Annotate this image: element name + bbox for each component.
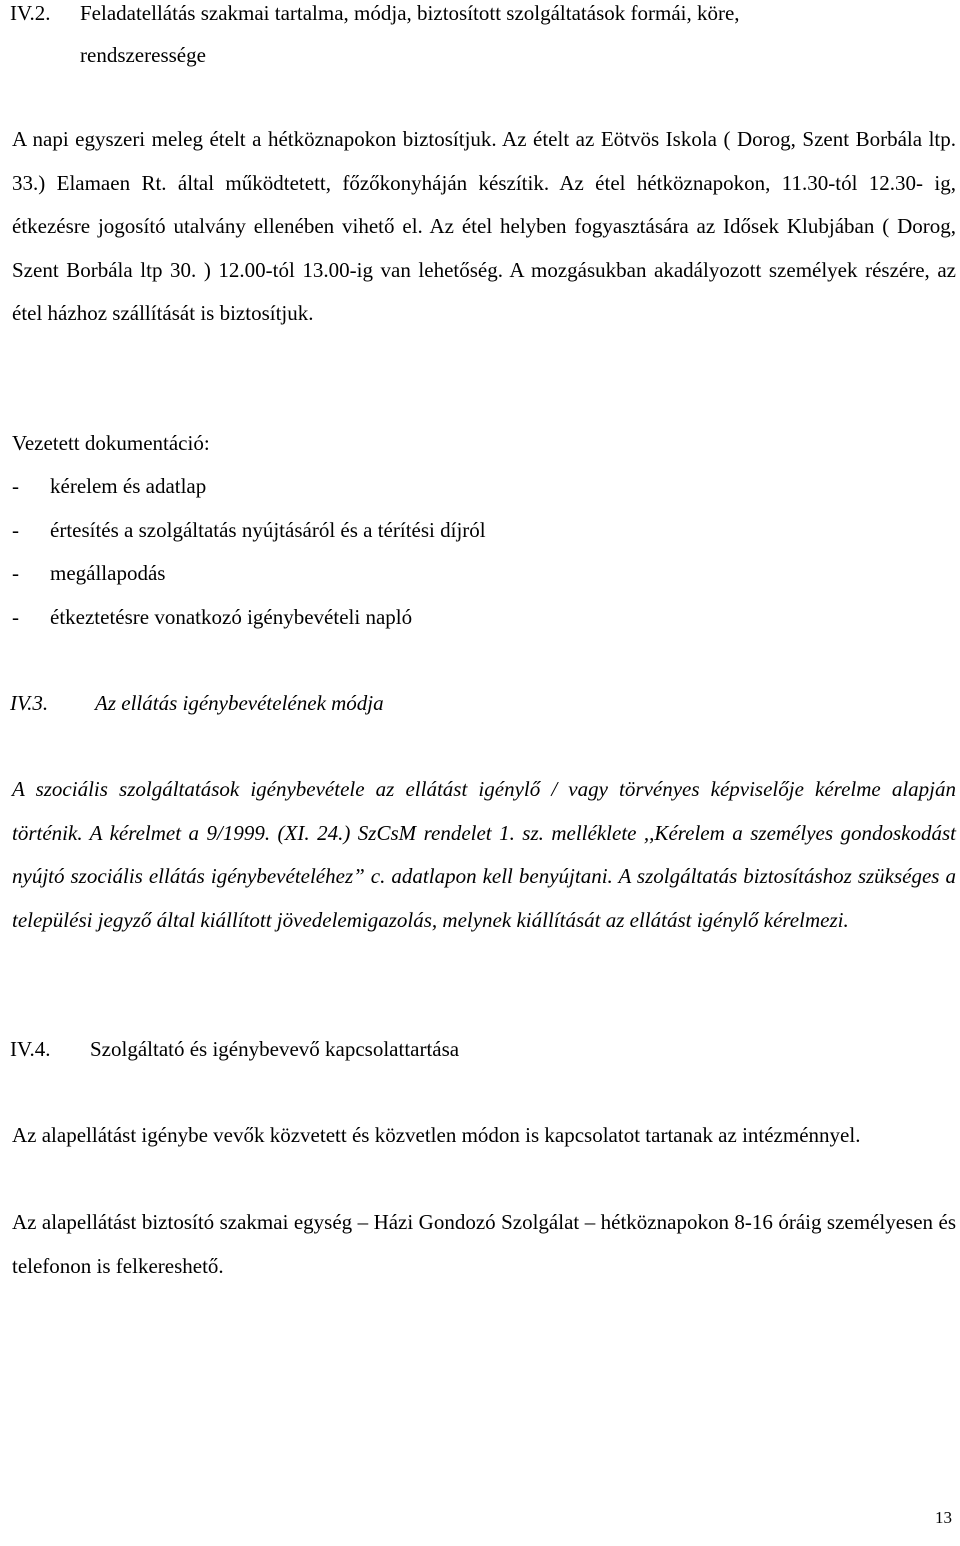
section-iv3-heading	[10, 682, 950, 724]
section-iv4-heading	[10, 1028, 950, 1070]
section-iv4-title: Szolgáltató és igénybevevő kapcsolattartása	[90, 1037, 460, 1061]
documentation-intro: Vezetett dokumentáció:	[12, 431, 210, 455]
section-iv4-body-1: Az alapellátást igénybe vevők közvetett és közvetlen módon is kapcsolatot tartanak az intézménnyel.	[12, 1123, 861, 1147]
list-item: - értesítés a szolgáltatás nyújtásáról és a térítési díjról	[12, 517, 486, 542]
page-number: 13	[935, 1508, 952, 1527]
section-iv2-title-line1: Feladatellátás szakmai tartalma, módja, biztosított szolgáltatások formái, köre,	[80, 1, 740, 25]
section-iv4-number: IV.4.	[10, 1037, 51, 1061]
documentation-list	[12, 465, 486, 639]
section-iv2-title-line2: rendszeressége	[80, 43, 206, 67]
section-iv4-body-2: Az alapellátást biztosító szakmai egység – Házi Gondozó Szolgálat – hétköznapokon 8-16 óráig személyesen és telefonon is felkereshető.	[12, 1210, 956, 1278]
list-item: - megállapodás	[12, 561, 166, 585]
section-iv2-heading	[10, 0, 950, 76]
section-iv3-body: A szociális szolgáltatások igénybevétele az ellátást igénylő / vagy törvényes képviselője kérelme alapján történik. A kérelmet a 9/1999. (XI. 24.) SzCsM rendelet 1. sz. melléklete ,,Kérelem a személyes gondoskodást nyújtó szociális ellátás igénybevételéhez” c. adatlapon kell benyújtani. A szolgáltatás biztosításhoz szükséges a települési jegyző által kiállított jövedelemigazolás, melynek kiállítását az ellátást igénylő kérelmezi.	[12, 777, 956, 932]
section-iv3-number: IV.3.	[10, 691, 49, 715]
list-item: - kérelem és adatlap	[12, 474, 207, 498]
section-iv2-number: IV.2.	[10, 1, 51, 25]
list-item: - étkeztetésre vonatkozó igénybevételi napló	[12, 604, 413, 629]
meal-service-paragraph: A napi egyszeri meleg ételt a hétköznapokon biztosítjuk. Az ételt az Eötvös Iskola ( Dorog, Szent Borbála ltp. 33.) Elamaen Rt. által működtetett, főzőkonyháján készítik. Az étel hétköznapokon, 11.30-tól 12.30- ig, étkezésre jogosító utalvány ellenében vihető el. Az étel helyben fogyasztására az Idősek Klubjában ( Dorog, Szent Borbála ltp 30. ) 12.00-tól 13.00-ig van lehetőség. A mozgásukban akadályozott személyek részére, az étel házhoz szállítását is biztosítjuk.	[12, 127, 956, 325]
section-iv3-title: Az ellátás igénybevételének módja	[95, 691, 384, 715]
